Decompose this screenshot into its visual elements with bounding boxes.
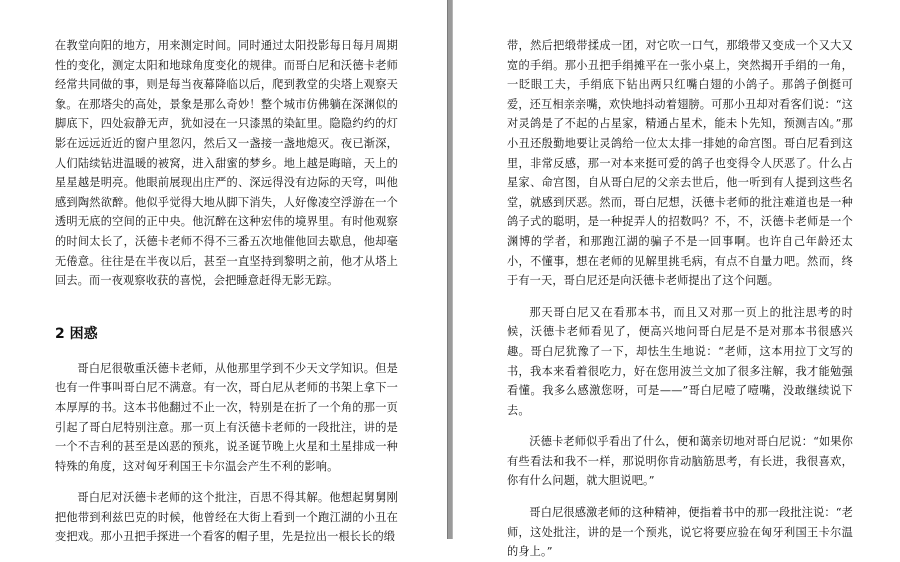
paragraph: 沃德卡老师似乎看出了什么，便和蔼亲切地对哥白尼说：“如果你有些看法和我不一样，那说明你肯动脑筋思考，有长进，我很喜欢，你有什么问题，就大胆说吧。”: [507, 435, 853, 488]
paragraph: 哥白尼很感激老师的这种精神，便指着书中的那一段批注说：“老师，这处批注，讲的是一个预兆，说它将要应验在匈牙利国王卡尔温的身上。”: [507, 506, 853, 559]
section-heading: 2 困惑: [55, 325, 98, 342]
paragraph: 哥白尼很敬重沃德卡老师，从他那里学到不少天文学知识。但是也有一件事叫哥白尼不满意。有一次，哥白尼从老师的书架上拿下一本厚厚的书。这本书他翻过不止一次，特别是在折了一个角的那一页引起了哥白尼特别注意。那一页上有沃德卡老师的一段批注，讲的是一个不吉利的甚至是凶恶的预兆，说圣诞节晚上火星和土星排成一种特殊的角度，这对匈牙利国王卡尔温会产生不利的影响。: [55, 361, 398, 473]
right-page-content: [507, 36, 853, 562]
right-page: [453, 0, 900, 559]
paragraph: 那天哥白尼又在看那本书，而且又对那一页上的批注思考的时候，沃德卡老师看见了，便高兴地问哥白尼是不是对那本书很感兴趣。哥白尼犹豫了一下，却怯生生地说：“老师，这本用拉丁文写的书，我本来看着很吃力，好在您用波兰文加了很多注解，我才能勉强看懂。我多么感激您呀，可是——”哥白尼噎了噎嘴，没敢继续说下去。: [507, 305, 853, 417]
paragraph-intro: 在教堂向阳的地方，用来测定时间。同时通过太阳投影每日每月周期性的变化，测定太阳和地球角度变化的规律。而哥白尼和沃德卡老师经常共同做的事，则是每当夜幕降临以后，爬到教堂的尖塔上观察天象。在那塔尖的高处，景象是那么奇妙！整个城市仿佛躺在深渊似的脚底下，四处寂静无声，犹如浸在一只漆黑的染缸里。隐隐约约的灯影在远远近近的窗户里忽闪，然后又一盏接一盏地熄灭。夜已渐深，人们陆续钻进温暖的被窝，进入甜蜜的梦乡。地上越是晦暗，天上的星星越是明亮。他眼前展现出庄严的、深远得没有边际的天穹，叫他感到陶然欲醉。他似乎觉得大地从脚下消失，人好像凌空浮游在一个透明无底的空间的正中央。他沉醉在这种宏伟的境界里。有时他观察的时间太长了，沃德卡老师不得不三番五次地催他回去歇息，他却毫无倦意。往往是在半夜以后，甚至一直坚持到黎明之前，他才从塔上回去。而一夜观察收获的喜悦，会把睡意赶得无影无踪。: [55, 39, 398, 288]
paragraph-continued: 带，然后把缎带揉成一团，对它吹一口气，那缎带又变成一个又大又宽的手绢。那小丑把手绢摊平在一张小桌上，突然揭开手绢的一角，一眨眼工夫，手绢底下钻出两只红嘴白翅的小鸽子。那鸽子倒挺可爱，还互相亲亲嘴，欢快地抖动着翅膀。可那小丑却对看客们说：“这对灵鸽是了不起的占星家，精通占星术，能未卜先知，预测吉凶。”那小丑还殷勤地要让灵鸽给一位太太排一排她的命宫图。哥白尼看到这里，非常反感，那一对本来挺可爱的鸽子也变得令人厌恶了。什么占星家、命宫图，自从哥白尼的父亲去世后，他一听到有人提到这些名堂，就感到厌恶。然而，哥白尼想，沃德卡老师的批注难道也是一种鸽子式的聪明，是一种捉弄人的招数吗？不，不，沃德卡老师是一个渊博的学者，和那跑江湖的骗子不是一回事啊。也许自己年龄还太小，不懂事，想在老师的见解里挑毛病，有点不自量力吧。然而，终于有一天，哥白尼还是向沃德卡老师提出了这个问题。: [507, 39, 853, 288]
paragraph: 哥白尼对沃德卡老师的这个批注，百思不得其解。他想起舅舅刚把他带到利兹巴克的时候，他曾经在大街上看到一个跑江湖的小丑在变把戏。那小丑把手探进一个看客的帽子里，先是拉出一根长长的缎: [55, 491, 398, 544]
left-page-content: [55, 36, 398, 547]
left-page: [0, 0, 447, 544]
